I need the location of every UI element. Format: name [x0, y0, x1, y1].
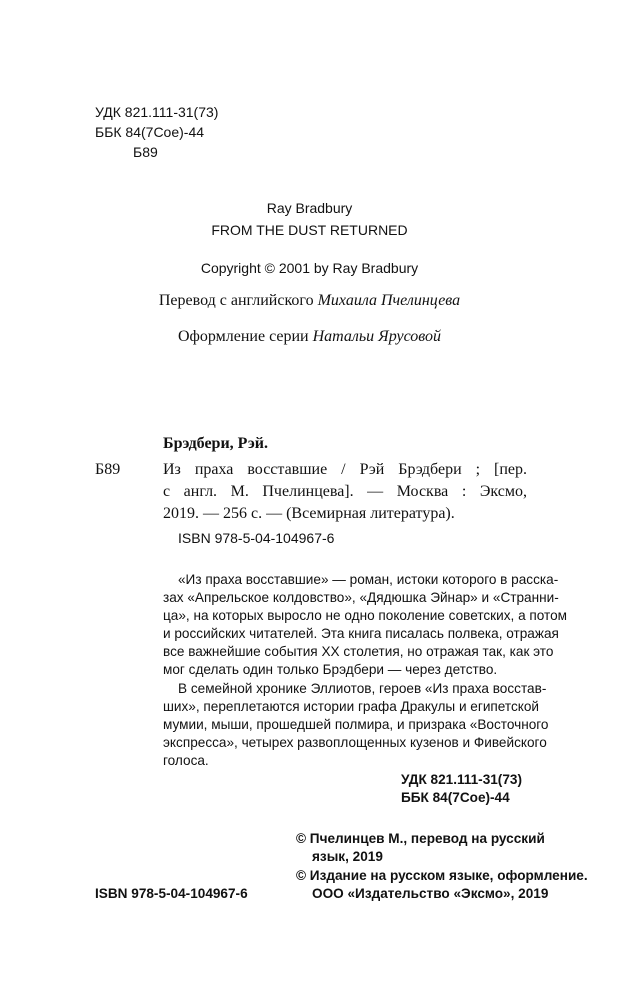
annotation-p2-line-2: ших», переплетаются истории графа Дракулы и египетской [163, 699, 540, 714]
copyright-translation-line-1: © Пчелинцев М., перевод на русский [296, 831, 545, 846]
translation-credit [0, 292, 619, 310]
annotation-bbk: ББК 84(7Сое)-44 [401, 790, 510, 805]
annotation-p1-line-1: «Из праха восставшие» — роман, истоки которого в расска- [178, 572, 559, 587]
annotation-udk: УДК 821.111-31(73) [401, 772, 522, 787]
record-line-2: с англ. М. Пчелинцева]. — Москва : Эксмо, [163, 483, 527, 500]
original-author: Ray Bradbury [266, 200, 353, 216]
design-credit [0, 328, 619, 346]
footer-isbn: ISBN 978-5-04-104967-6 [95, 886, 248, 901]
annotation-p2-line-1: В семейной хронике Эллиотов, героев «Из праха восстав- [178, 681, 547, 696]
bbk-code: ББК 84(7Сое)-44 [95, 124, 205, 140]
copyright-translation-line-2: язык, 2019 [312, 849, 383, 864]
annotation-p2-line-3: мумии, мыши, прошедшей полмира, и призрака «Восточного [163, 717, 549, 732]
annotation-p1-line-6: мог сделать один только Брэдбери — через детство. [163, 662, 498, 677]
translator-name: Михаила Пчелинцева [317, 292, 461, 309]
record-line-1: Из праха восставшие / Рэй Брэдбери ; [пер. [163, 461, 527, 478]
original-title: FROM THE DUST RETURNED [211, 222, 408, 238]
annotation-p1-line-3: ца», на которых выросло не одно поколение советских, а потом [163, 608, 568, 623]
original-copyright: Copyright © 2001 by Ray Bradbury [200, 260, 419, 276]
copyright-edition-line-1: © Издание на русском языке, оформление. [296, 868, 588, 883]
annotation-p1-line-5: все важнейшие события XX столетия, но отражая так, как это [163, 644, 554, 659]
annotation-p2-line-5: голоса. [163, 753, 209, 768]
udk-code: УДК 821.111-31(73) [95, 104, 219, 120]
copyright-edition-line-2: ООО «Издательство «Эксмо», 2019 [312, 886, 549, 901]
record-isbn: ISBN 978-5-04-104967-6 [178, 530, 335, 546]
record-line-3: 2019. — 256 с. — (Всемирная литература). [163, 505, 455, 522]
record-mark: Б89 [95, 461, 121, 478]
designer-name: Натальи Ярусовой [312, 328, 442, 345]
translation-prefix: Перевод с английского [158, 292, 318, 309]
annotation-p1-line-2: зах «Апрельское колдовство», «Дядюшка Эйнар» и «Странни- [163, 590, 559, 605]
annotation-p2-line-4: экспресса», четырех развоплощенных кузенов и Фивейского [163, 735, 547, 750]
design-prefix: Оформление серии [177, 328, 313, 345]
author-mark: Б89 [133, 144, 158, 160]
annotation-p1-line-4: и российских читателей. Эта книга писалась полвека, отражая [163, 626, 559, 641]
record-heading: Брэдбери, Рэй. [163, 435, 268, 452]
